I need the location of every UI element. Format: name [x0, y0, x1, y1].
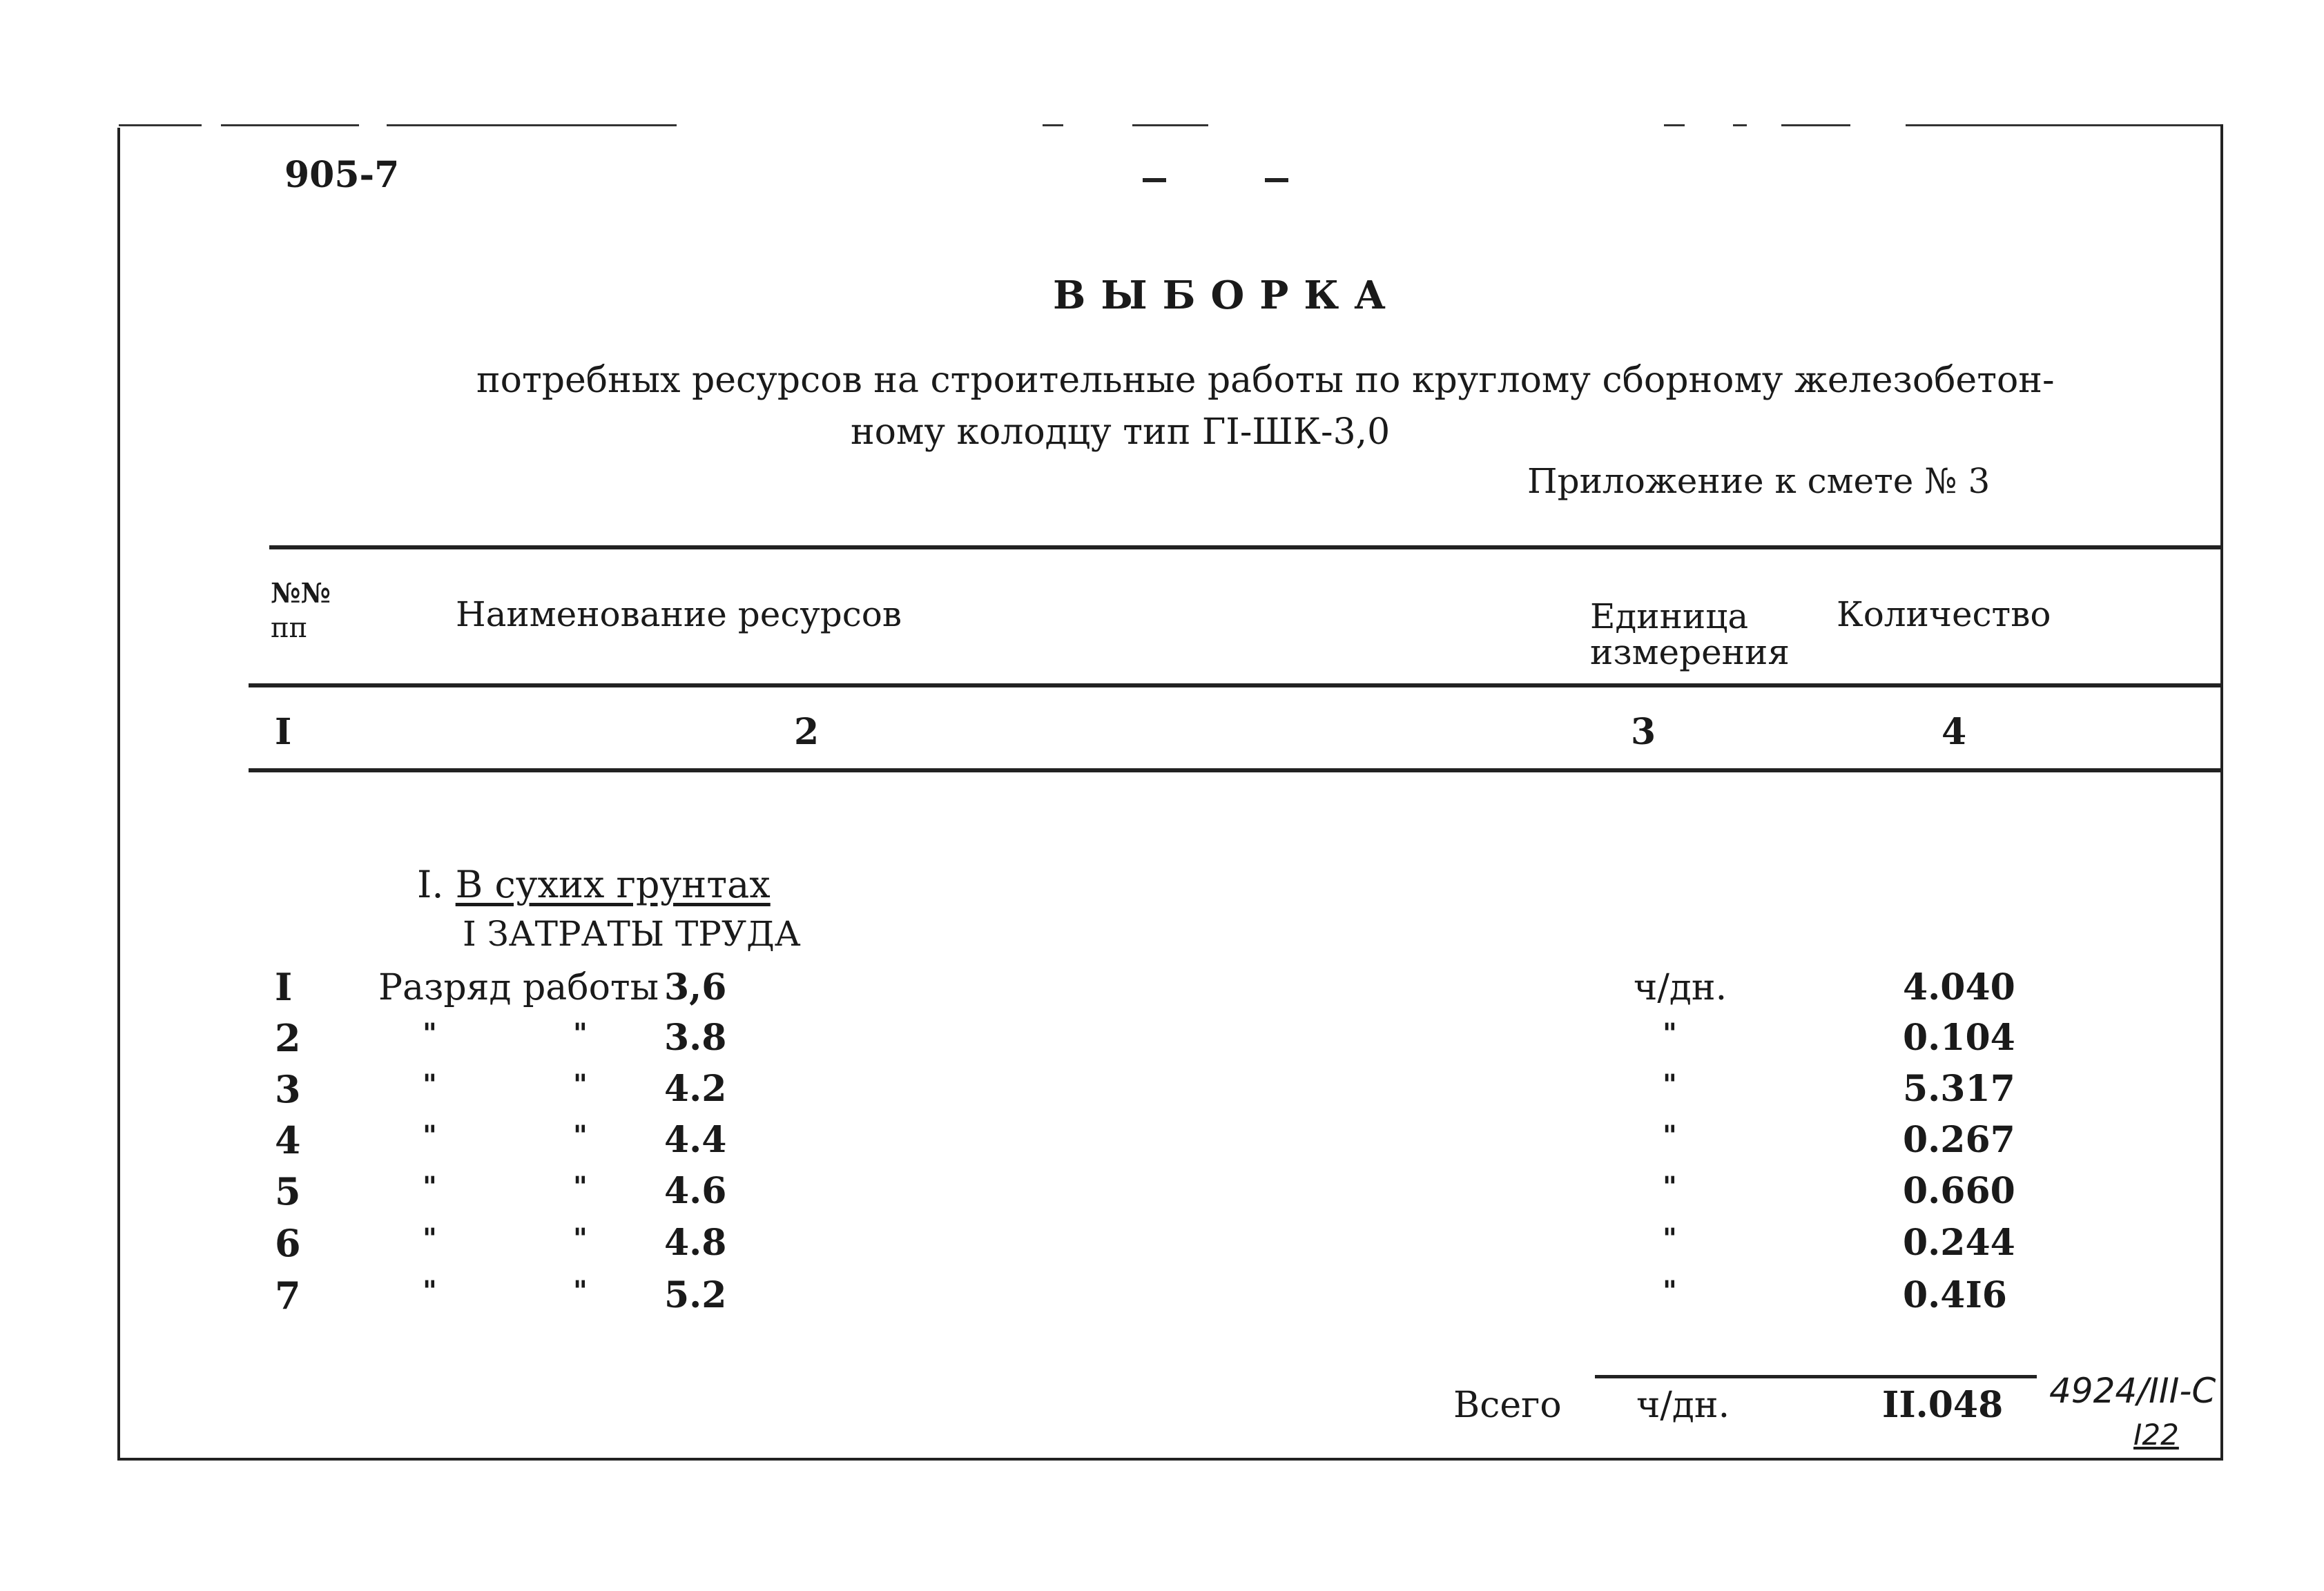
frame-top-segment — [387, 124, 677, 126]
row-number: 4 — [275, 1118, 301, 1162]
row-quantity: 0.244 — [1903, 1222, 2015, 1264]
total-rule — [1595, 1375, 2037, 1378]
frame-top-segment — [1132, 124, 1208, 126]
table-top-rule — [269, 545, 2223, 549]
total-label: Всего — [1453, 1385, 1562, 1426]
frame-left — [117, 128, 120, 1460]
frame-top-segment — [1906, 124, 2223, 126]
column-number-2: 2 — [794, 711, 820, 753]
row-unit: " — [1663, 1222, 1677, 1255]
document-subtitle-line1: потребных ресурсов на строительные работы по круглому сборному железобетон- — [476, 360, 2055, 401]
reference-code: 4924/III-С — [2049, 1371, 2216, 1411]
column-number-4: 4 — [1941, 711, 1967, 753]
row-quantity: 0.4I6 — [1903, 1274, 2007, 1316]
row-grade: 4.8 — [664, 1222, 727, 1264]
row-ditto-mark: " — [423, 1068, 437, 1101]
row-unit: " — [1663, 1171, 1677, 1203]
subsection-title: I ЗАТРАТЫ ТРУДА — [463, 914, 801, 954]
document-subtitle-line2: ному колодцу тип ГI-ШК-3,0 — [851, 411, 1391, 453]
frame-top-segment — [119, 124, 202, 126]
row-number: 5 — [275, 1169, 301, 1213]
header-unit-line2: измерения — [1590, 632, 1790, 672]
row-number: I — [275, 965, 293, 1009]
page-dash — [1265, 178, 1288, 182]
frame-top-segment — [221, 124, 359, 126]
row-quantity: 0.267 — [1903, 1119, 2015, 1161]
row-ditto-mark: " — [423, 1017, 437, 1050]
row-quantity: 0.104 — [1903, 1017, 2015, 1059]
section-prefix: I. — [417, 863, 444, 906]
row-grade: 4.2 — [664, 1068, 727, 1110]
header-num-line1: №№ — [271, 577, 331, 609]
row-ditto-mark: " — [573, 1171, 588, 1203]
row-ditto-mark: " — [423, 1275, 437, 1307]
row-grade: 4.6 — [664, 1170, 727, 1212]
header-resource-name: Наименование ресурсов — [456, 594, 902, 634]
row-ditto-mark: " — [423, 1120, 437, 1152]
document-code: 905-7 — [284, 154, 400, 196]
header-unit-line1: Единица — [1590, 596, 1749, 636]
column-number-1: I — [275, 711, 292, 753]
row-number: 2 — [275, 1016, 301, 1060]
row-unit: " — [1663, 1017, 1677, 1050]
total-quantity: II.048 — [1882, 1384, 2004, 1426]
frame-top-segment — [1043, 124, 1063, 126]
row-grade: 3.8 — [664, 1017, 727, 1059]
row-ditto-mark: " — [423, 1171, 437, 1203]
header-num-line2: пп — [271, 612, 308, 644]
page-number: I22 — [2133, 1418, 2179, 1452]
total-unit: ч/дн. — [1636, 1385, 1730, 1426]
frame-top-segment — [1664, 124, 1685, 126]
row-number: 3 — [275, 1067, 301, 1111]
frame-bottom — [117, 1458, 2223, 1461]
row-ditto-mark: " — [573, 1275, 588, 1307]
section-title — [417, 863, 771, 906]
header-quantity: Количество — [1837, 594, 2051, 634]
frame-top-segment — [1781, 124, 1850, 126]
row-ditto-mark: " — [573, 1017, 588, 1050]
row-unit: " — [1663, 1068, 1677, 1101]
row-unit: " — [1663, 1120, 1677, 1152]
row-ditto-mark: " — [423, 1222, 437, 1255]
row-quantity: 5.317 — [1903, 1068, 2015, 1110]
table-header-rule — [249, 683, 2223, 687]
row-grade: 4.4 — [664, 1119, 727, 1161]
row-number: 6 — [275, 1221, 301, 1265]
frame-right — [2220, 124, 2223, 1460]
section-name: В сухих грунтах — [455, 863, 771, 906]
row-resource-name: Разряд работы — [378, 967, 659, 1008]
table-colnum-rule — [249, 768, 2223, 772]
row-grade: 3,6 — [664, 966, 727, 1008]
frame-top-segment — [1733, 124, 1747, 126]
row-quantity: 0.660 — [1903, 1170, 2015, 1212]
page-dash — [1143, 178, 1166, 182]
row-grade: 5.2 — [664, 1274, 727, 1316]
row-ditto-mark: " — [573, 1120, 588, 1152]
column-number-3: 3 — [1631, 711, 1656, 753]
row-unit: ч/дн. — [1634, 967, 1727, 1008]
document-title: ВЫБОРКА — [1053, 273, 1401, 318]
row-quantity: 4.040 — [1903, 966, 2015, 1008]
row-unit: " — [1663, 1275, 1677, 1307]
row-ditto-mark: " — [573, 1068, 588, 1101]
row-number: 7 — [275, 1273, 301, 1318]
appendix-note: Приложение к смете № 3 — [1527, 461, 1991, 501]
row-ditto-mark: " — [573, 1222, 588, 1255]
